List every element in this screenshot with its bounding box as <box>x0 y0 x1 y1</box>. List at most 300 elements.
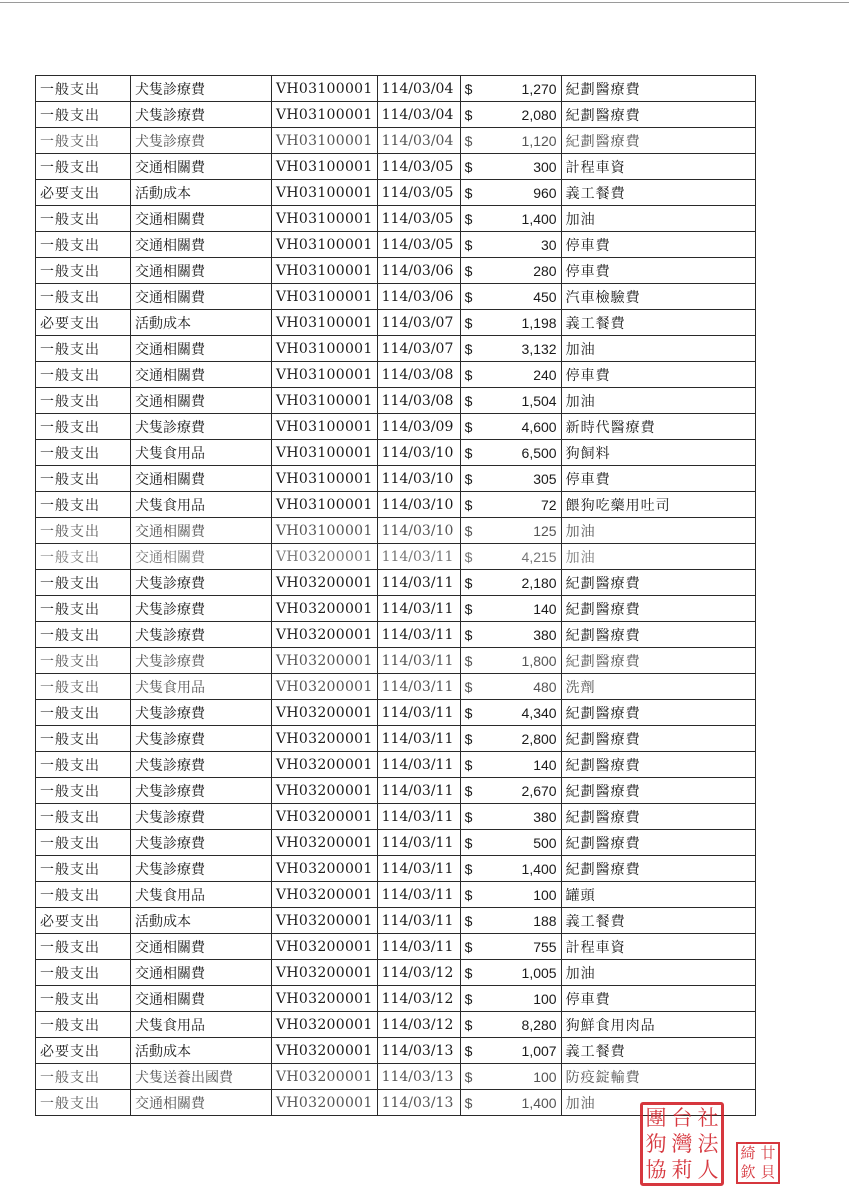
seal-char: 法 <box>697 1131 719 1156</box>
category-cell: 一般支出 <box>36 128 131 154</box>
ledger-row <box>36 700 756 726</box>
category-cell: 一般支出 <box>36 986 131 1012</box>
currency-cell: $ <box>460 362 483 388</box>
date-cell: 114/03/11 <box>377 570 460 596</box>
category-cell: 一般支出 <box>36 102 131 128</box>
item-cell: 交通相關費 <box>131 284 272 310</box>
currency-cell: $ <box>460 700 483 726</box>
date-cell: 114/03/05 <box>377 180 460 206</box>
ledger-row <box>36 674 756 700</box>
description-cell: 義工餐費 <box>561 908 755 934</box>
currency-cell: $ <box>460 102 483 128</box>
amount-cell: 1,400 <box>483 1090 562 1116</box>
item-cell: 活動成本 <box>131 310 272 336</box>
category-cell: 一般支出 <box>36 1064 131 1090</box>
voucher-code-cell: VH03100001 <box>272 154 378 180</box>
item-cell: 犬隻食用品 <box>131 1012 272 1038</box>
date-cell: 114/03/06 <box>377 284 460 310</box>
item-cell: 犬隻食用品 <box>131 492 272 518</box>
voucher-code-cell: VH03200001 <box>272 856 378 882</box>
scan-edge-line <box>0 2 849 3</box>
ledger-row <box>36 206 756 232</box>
category-cell: 一般支出 <box>36 648 131 674</box>
ledger-row <box>36 544 756 570</box>
voucher-code-cell: VH03100001 <box>272 232 378 258</box>
amount-cell: 2,670 <box>483 778 562 804</box>
date-cell: 114/03/08 <box>377 362 460 388</box>
date-cell: 114/03/04 <box>377 76 460 102</box>
description-cell: 義工餐費 <box>561 310 755 336</box>
description-cell: 紀劃醫療費 <box>561 570 755 596</box>
description-cell: 紀劃醫療費 <box>561 128 755 154</box>
description-cell: 罐頭 <box>561 882 755 908</box>
date-cell: 114/03/07 <box>377 310 460 336</box>
voucher-code-cell: VH03200001 <box>272 1038 378 1064</box>
item-cell: 犬隻診療費 <box>131 804 272 830</box>
description-cell: 加油 <box>561 388 755 414</box>
category-cell: 必要支出 <box>36 908 131 934</box>
item-cell: 犬隻診療費 <box>131 128 272 154</box>
date-cell: 114/03/11 <box>377 726 460 752</box>
currency-cell: $ <box>460 336 483 362</box>
ledger-row <box>36 856 756 882</box>
ledger-row <box>36 258 756 284</box>
item-cell: 交通相關費 <box>131 1090 272 1116</box>
ledger-row <box>36 492 756 518</box>
ledger-row <box>36 154 756 180</box>
category-cell: 一般支出 <box>36 960 131 986</box>
date-cell: 114/03/10 <box>377 466 460 492</box>
category-cell: 一般支出 <box>36 934 131 960</box>
seal-char: 團 <box>645 1105 667 1130</box>
ledger-row <box>36 752 756 778</box>
item-cell: 犬隻診療費 <box>131 700 272 726</box>
description-cell: 加油 <box>561 518 755 544</box>
ledger-row <box>36 466 756 492</box>
item-cell: 活動成本 <box>131 1038 272 1064</box>
amount-cell: 480 <box>483 674 562 700</box>
item-cell: 犬隻診療費 <box>131 752 272 778</box>
voucher-code-cell: VH03200001 <box>272 596 378 622</box>
item-cell: 交通相關費 <box>131 544 272 570</box>
date-cell: 114/03/12 <box>377 960 460 986</box>
ledger-row <box>36 1064 756 1090</box>
amount-cell: 140 <box>483 752 562 778</box>
seal-char: 欽 <box>740 1163 756 1181</box>
ledger-row <box>36 336 756 362</box>
currency-cell: $ <box>460 804 483 830</box>
voucher-code-cell: VH03200001 <box>272 882 378 908</box>
currency-cell: $ <box>460 622 483 648</box>
currency-cell: $ <box>460 518 483 544</box>
amount-cell: 72 <box>483 492 562 518</box>
currency-cell: $ <box>460 206 483 232</box>
voucher-code-cell: VH03100001 <box>272 388 378 414</box>
currency-cell: $ <box>460 414 483 440</box>
voucher-code-cell: VH03200001 <box>272 1090 378 1116</box>
voucher-code-cell: VH03200001 <box>272 674 378 700</box>
ledger-row <box>36 830 756 856</box>
description-cell: 紀劃醫療費 <box>561 778 755 804</box>
amount-cell: 4,215 <box>483 544 562 570</box>
currency-cell: $ <box>460 1012 483 1038</box>
category-cell: 一般支出 <box>36 232 131 258</box>
personal-seal <box>736 1142 780 1184</box>
date-cell: 114/03/11 <box>377 622 460 648</box>
seal-char: 台 <box>671 1105 693 1130</box>
ledger-row <box>36 882 756 908</box>
seal-char: 廿 <box>760 1144 776 1162</box>
voucher-code-cell: VH03100001 <box>272 440 378 466</box>
voucher-code-cell: VH03100001 <box>272 180 378 206</box>
date-cell: 114/03/11 <box>377 648 460 674</box>
voucher-code-cell: VH03200001 <box>272 726 378 752</box>
date-cell: 114/03/10 <box>377 440 460 466</box>
amount-cell: 1,400 <box>483 206 562 232</box>
currency-cell: $ <box>460 128 483 154</box>
item-cell: 犬隻診療費 <box>131 570 272 596</box>
description-cell: 計程車資 <box>561 154 755 180</box>
category-cell: 一般支出 <box>36 830 131 856</box>
currency-cell: $ <box>460 310 483 336</box>
ledger-row <box>36 1012 756 1038</box>
amount-cell: 240 <box>483 362 562 388</box>
amount-cell: 380 <box>483 804 562 830</box>
description-cell: 紀劃醫療費 <box>561 856 755 882</box>
description-cell: 紀劃醫療費 <box>561 804 755 830</box>
voucher-code-cell: VH03100001 <box>272 362 378 388</box>
amount-cell: 100 <box>483 1064 562 1090</box>
date-cell: 114/03/11 <box>377 778 460 804</box>
category-cell: 一般支出 <box>36 336 131 362</box>
voucher-code-cell: VH03200001 <box>272 648 378 674</box>
description-cell: 紀劃醫療費 <box>561 830 755 856</box>
category-cell: 一般支出 <box>36 778 131 804</box>
amount-cell: 1,504 <box>483 388 562 414</box>
description-cell: 停車費 <box>561 986 755 1012</box>
ledger-row <box>36 362 756 388</box>
voucher-code-cell: VH03200001 <box>272 804 378 830</box>
date-cell: 114/03/04 <box>377 102 460 128</box>
seal-char: 灣 <box>671 1131 693 1156</box>
description-cell: 紀劃醫療費 <box>561 596 755 622</box>
ledger-body <box>36 76 756 1116</box>
date-cell: 114/03/09 <box>377 414 460 440</box>
seal-char: 社 <box>697 1105 719 1130</box>
amount-cell: 380 <box>483 622 562 648</box>
currency-cell: $ <box>460 726 483 752</box>
amount-cell: 1,007 <box>483 1038 562 1064</box>
ledger-row <box>36 778 756 804</box>
item-cell: 交通相關費 <box>131 986 272 1012</box>
item-cell: 犬隻診療費 <box>131 778 272 804</box>
item-cell: 犬隻診療費 <box>131 726 272 752</box>
date-cell: 114/03/05 <box>377 206 460 232</box>
category-cell: 一般支出 <box>36 726 131 752</box>
category-cell: 一般支出 <box>36 1090 131 1116</box>
date-cell: 114/03/11 <box>377 700 460 726</box>
expense-ledger-table <box>35 75 756 1116</box>
amount-cell: 6,500 <box>483 440 562 466</box>
ledger-row <box>36 596 756 622</box>
description-cell: 紀劃醫療費 <box>561 622 755 648</box>
date-cell: 114/03/11 <box>377 882 460 908</box>
date-cell: 114/03/13 <box>377 1038 460 1064</box>
category-cell: 一般支出 <box>36 856 131 882</box>
description-cell: 紀劃醫療費 <box>561 648 755 674</box>
amount-cell: 960 <box>483 180 562 206</box>
amount-cell: 755 <box>483 934 562 960</box>
amount-cell: 140 <box>483 596 562 622</box>
item-cell: 交通相關費 <box>131 934 272 960</box>
category-cell: 一般支出 <box>36 570 131 596</box>
ledger-row <box>36 726 756 752</box>
category-cell: 一般支出 <box>36 414 131 440</box>
description-cell: 停車費 <box>561 362 755 388</box>
category-cell: 一般支出 <box>36 1012 131 1038</box>
voucher-code-cell: VH03200001 <box>272 1064 378 1090</box>
item-cell: 犬隻診療費 <box>131 830 272 856</box>
currency-cell: $ <box>460 648 483 674</box>
currency-cell: $ <box>460 492 483 518</box>
category-cell: 必要支出 <box>36 1038 131 1064</box>
currency-cell: $ <box>460 1064 483 1090</box>
ledger-row <box>36 310 756 336</box>
item-cell: 犬隻食用品 <box>131 440 272 466</box>
description-cell: 汽車檢驗費 <box>561 284 755 310</box>
description-cell: 防疫錠輸費 <box>561 1064 755 1090</box>
category-cell: 一般支出 <box>36 388 131 414</box>
item-cell: 犬隻診療費 <box>131 414 272 440</box>
category-cell: 一般支出 <box>36 674 131 700</box>
category-cell: 一般支出 <box>36 700 131 726</box>
date-cell: 114/03/12 <box>377 986 460 1012</box>
description-cell: 停車費 <box>561 232 755 258</box>
description-cell: 餵狗吃藥用吐司 <box>561 492 755 518</box>
category-cell: 一般支出 <box>36 804 131 830</box>
association-seal <box>640 1102 724 1186</box>
item-cell: 活動成本 <box>131 180 272 206</box>
ledger-row <box>36 986 756 1012</box>
item-cell: 交通相關費 <box>131 466 272 492</box>
amount-cell: 450 <box>483 284 562 310</box>
amount-cell: 3,132 <box>483 336 562 362</box>
currency-cell: $ <box>460 596 483 622</box>
ledger-row <box>36 622 756 648</box>
currency-cell: $ <box>460 752 483 778</box>
voucher-code-cell: VH03200001 <box>272 934 378 960</box>
voucher-code-cell: VH03100001 <box>272 310 378 336</box>
voucher-code-cell: VH03100001 <box>272 258 378 284</box>
date-cell: 114/03/10 <box>377 492 460 518</box>
description-cell: 洗劑 <box>561 674 755 700</box>
currency-cell: $ <box>460 908 483 934</box>
currency-cell: $ <box>460 180 483 206</box>
item-cell: 犬隻診療費 <box>131 102 272 128</box>
item-cell: 交通相關費 <box>131 388 272 414</box>
amount-cell: 125 <box>483 518 562 544</box>
voucher-code-cell: VH03100001 <box>272 336 378 362</box>
item-cell: 交通相關費 <box>131 154 272 180</box>
description-cell: 新時代醫療費 <box>561 414 755 440</box>
item-cell: 犬隻診療費 <box>131 596 272 622</box>
ledger-row <box>36 518 756 544</box>
currency-cell: $ <box>460 1090 483 1116</box>
date-cell: 114/03/11 <box>377 856 460 882</box>
category-cell: 一般支出 <box>36 206 131 232</box>
category-cell: 一般支出 <box>36 596 131 622</box>
seal-char: 協 <box>645 1157 667 1182</box>
amount-cell: 4,340 <box>483 700 562 726</box>
currency-cell: $ <box>460 830 483 856</box>
amount-cell: 8,280 <box>483 1012 562 1038</box>
item-cell: 交通相關費 <box>131 206 272 232</box>
description-cell: 加油 <box>561 206 755 232</box>
category-cell: 一般支出 <box>36 752 131 778</box>
date-cell: 114/03/11 <box>377 830 460 856</box>
amount-cell: 1,400 <box>483 856 562 882</box>
voucher-code-cell: VH03200001 <box>272 830 378 856</box>
currency-cell: $ <box>460 960 483 986</box>
amount-cell: 30 <box>483 232 562 258</box>
category-cell: 一般支出 <box>36 544 131 570</box>
description-cell: 義工餐費 <box>561 180 755 206</box>
item-cell: 犬隻診療費 <box>131 622 272 648</box>
amount-cell: 188 <box>483 908 562 934</box>
description-cell: 加油 <box>561 960 755 986</box>
description-cell: 加油 <box>561 1090 755 1116</box>
seal-char: 貝 <box>760 1163 776 1181</box>
currency-cell: $ <box>460 986 483 1012</box>
voucher-code-cell: VH03200001 <box>272 1012 378 1038</box>
category-cell: 一般支出 <box>36 440 131 466</box>
item-cell: 活動成本 <box>131 908 272 934</box>
item-cell: 交通相關費 <box>131 258 272 284</box>
voucher-code-cell: VH03200001 <box>272 570 378 596</box>
amount-cell: 2,080 <box>483 102 562 128</box>
currency-cell: $ <box>460 154 483 180</box>
item-cell: 犬隻食用品 <box>131 674 272 700</box>
item-cell: 交通相關費 <box>131 232 272 258</box>
currency-cell: $ <box>460 1038 483 1064</box>
currency-cell: $ <box>460 882 483 908</box>
ledger-row <box>36 414 756 440</box>
voucher-code-cell: VH03200001 <box>272 752 378 778</box>
description-cell: 加油 <box>561 336 755 362</box>
ledger-row <box>36 128 756 154</box>
description-cell: 義工餐費 <box>561 1038 755 1064</box>
currency-cell: $ <box>460 778 483 804</box>
voucher-code-cell: VH03200001 <box>272 544 378 570</box>
voucher-code-cell: VH03100001 <box>272 414 378 440</box>
description-cell: 紀劃醫療費 <box>561 752 755 778</box>
description-cell: 計程車資 <box>561 934 755 960</box>
category-cell: 一般支出 <box>36 622 131 648</box>
amount-cell: 1,800 <box>483 648 562 674</box>
amount-cell: 100 <box>483 882 562 908</box>
voucher-code-cell: VH03200001 <box>272 960 378 986</box>
ledger-row <box>36 570 756 596</box>
date-cell: 114/03/05 <box>377 154 460 180</box>
item-cell: 犬隻診療費 <box>131 76 272 102</box>
voucher-code-cell: VH03200001 <box>272 908 378 934</box>
ledger-row <box>36 1038 756 1064</box>
currency-cell: $ <box>460 440 483 466</box>
description-cell: 紀劃醫療費 <box>561 700 755 726</box>
voucher-code-cell: VH03100001 <box>272 102 378 128</box>
date-cell: 114/03/11 <box>377 596 460 622</box>
description-cell: 停車費 <box>561 466 755 492</box>
voucher-code-cell: VH03200001 <box>272 778 378 804</box>
description-cell: 紀劃醫療費 <box>561 76 755 102</box>
amount-cell: 1,270 <box>483 76 562 102</box>
currency-cell: $ <box>460 258 483 284</box>
amount-cell: 1,005 <box>483 960 562 986</box>
description-cell: 紀劃醫療費 <box>561 102 755 128</box>
item-cell: 犬隻診療費 <box>131 856 272 882</box>
currency-cell: $ <box>460 284 483 310</box>
date-cell: 114/03/13 <box>377 1090 460 1116</box>
category-cell: 一般支出 <box>36 466 131 492</box>
amount-cell: 2,180 <box>483 570 562 596</box>
description-cell: 狗鮮食用肉品 <box>561 1012 755 1038</box>
voucher-code-cell: VH03100001 <box>272 128 378 154</box>
category-cell: 一般支出 <box>36 518 131 544</box>
date-cell: 114/03/10 <box>377 518 460 544</box>
date-cell: 114/03/11 <box>377 544 460 570</box>
category-cell: 一般支出 <box>36 882 131 908</box>
ledger-row <box>36 440 756 466</box>
ledger-row <box>36 934 756 960</box>
amount-cell: 305 <box>483 466 562 492</box>
amount-cell: 300 <box>483 154 562 180</box>
date-cell: 114/03/07 <box>377 336 460 362</box>
date-cell: 114/03/13 <box>377 1064 460 1090</box>
description-cell: 停車費 <box>561 258 755 284</box>
amount-cell: 280 <box>483 258 562 284</box>
seal-char: 莉 <box>671 1157 693 1182</box>
voucher-code-cell: VH03100001 <box>272 284 378 310</box>
category-cell: 一般支出 <box>36 492 131 518</box>
date-cell: 114/03/11 <box>377 752 460 778</box>
amount-cell: 4,600 <box>483 414 562 440</box>
item-cell: 交通相關費 <box>131 336 272 362</box>
currency-cell: $ <box>460 388 483 414</box>
item-cell: 犬隻食用品 <box>131 882 272 908</box>
date-cell: 114/03/11 <box>377 674 460 700</box>
amount-cell: 100 <box>483 986 562 1012</box>
category-cell: 一般支出 <box>36 154 131 180</box>
category-cell: 必要支出 <box>36 180 131 206</box>
date-cell: 114/03/06 <box>377 258 460 284</box>
voucher-code-cell: VH03100001 <box>272 518 378 544</box>
category-cell: 一般支出 <box>36 76 131 102</box>
voucher-code-cell: VH03100001 <box>272 466 378 492</box>
date-cell: 114/03/11 <box>377 804 460 830</box>
seal-char: 人 <box>697 1157 719 1182</box>
description-cell: 紀劃醫療費 <box>561 726 755 752</box>
item-cell: 交通相關費 <box>131 960 272 986</box>
date-cell: 114/03/11 <box>377 908 460 934</box>
seal-char: 狗 <box>645 1131 667 1156</box>
voucher-code-cell: VH03200001 <box>272 986 378 1012</box>
amount-cell: 1,120 <box>483 128 562 154</box>
ledger-row <box>36 284 756 310</box>
date-cell: 114/03/08 <box>377 388 460 414</box>
ledger-row <box>36 960 756 986</box>
item-cell: 交通相關費 <box>131 362 272 388</box>
currency-cell: $ <box>460 466 483 492</box>
